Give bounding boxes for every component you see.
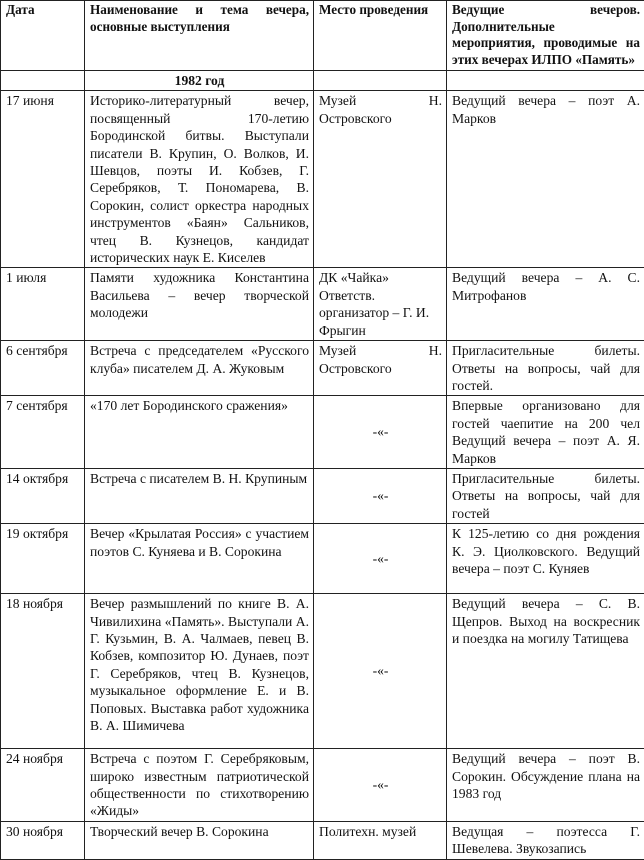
year-row xyxy=(1,71,644,91)
row-name: «170 лет Бородинского сражения» xyxy=(85,396,314,469)
table-row xyxy=(1,594,644,749)
row-date: 1 июля xyxy=(1,268,85,341)
header-name: Наименование и тема вечера, основные выступления xyxy=(85,1,314,71)
row-name: Вечер размышлений по книге В. А. Чивилихина «Память». Выступали А. Г. Кузьмин, В. А. Чалмаев, певец В. Кобзев, композитор Ю. Дунаев, поэт Г. Серебряков, чтец В. Кузнецов, музыкальное оформление Е. и В. Поповых. Выставка работ художника В. А. Шимичева xyxy=(85,594,314,749)
table-row xyxy=(1,749,644,822)
row-date: 30 ноября xyxy=(1,821,85,859)
row-date: 17 июня xyxy=(1,91,85,268)
table-row xyxy=(1,821,644,859)
row-notes: Ведущий вечера – С. В. Щепров. Выход на воскресник и поездка на могилу Татищева xyxy=(447,594,644,749)
row-date: 6 сентября xyxy=(1,341,85,396)
row-notes: Впервые организовано для гостей чаепитие на 200 чел Ведущий вечера – поэт А. Я. Марков xyxy=(447,396,644,469)
row-place-ditto: -«- xyxy=(314,396,447,469)
row-name: Историко-литературный вечер, посвященный 170-летию Бородинской битвы. Выступали писатели В. Крупин, О. Волков, И. Шевцов, поэты И. Кобзев, Г. Серебряков, Т. Пономарева, В. Сорокин, солист оркестра народных инструментов «Баян» Сальников, чтец В. Кузнецов, кандидат исторических наук Е. Киселев xyxy=(85,91,314,268)
row-notes: Ведущий вечера – поэт А. Марков xyxy=(447,91,644,268)
header-date: Дата xyxy=(1,1,85,71)
row-name: Вечер «Крылатая Россия» с участием поэтов С. Куняева и В. Сорокина xyxy=(85,524,314,594)
row-place-ditto: -«- xyxy=(314,749,447,822)
row-notes: Ведущий вечера – поэт В. Сорокин. Обсуждение плана на 1983 год xyxy=(447,749,644,822)
row-name: Встреча с писателем В. Н. Крупиным xyxy=(85,468,314,523)
table-row xyxy=(1,91,644,268)
row-name: Встреча с поэтом Г. Серебряковым, широко известным патриотической общественности по стихотворению «Жиды» xyxy=(85,749,314,822)
header-place: Место проведения xyxy=(314,1,447,71)
row-place: ДК «Чайка» Ответств. организатор – Г. И. Фрыгин xyxy=(314,268,447,341)
row-notes: Ведущий вечера – А. С. Митрофанов xyxy=(447,268,644,341)
row-name: Творческий вечер В. Сорокина xyxy=(85,821,314,859)
row-place-ditto: -«- xyxy=(314,468,447,523)
row-date: 19 октября xyxy=(1,524,85,594)
row-place-ditto: -«- xyxy=(314,594,447,749)
row-date: 7 сентября xyxy=(1,396,85,469)
row-place: Музей Н. Островского xyxy=(314,341,447,396)
row-notes: Пригласительные билеты. Ответы на вопросы, чай для гостей. xyxy=(447,341,644,396)
row-date: 14 октября xyxy=(1,468,85,523)
table-row xyxy=(1,524,644,594)
table-row xyxy=(1,268,644,341)
row-date: 18 ноября xyxy=(1,594,85,749)
year-label: 1982 год xyxy=(85,71,314,91)
row-notes: К 125-летию со дня рождения К. Э. Циолковского. Ведущий вечера – поэт С. Куняев xyxy=(447,524,644,594)
row-place-ditto: -«- xyxy=(314,524,447,594)
table-row xyxy=(1,468,644,523)
row-notes: Пригласительные билеты. Ответы на вопросы, чай для гостей xyxy=(447,468,644,523)
table-row xyxy=(1,341,644,396)
row-place: Музей Н. Островского xyxy=(314,91,447,268)
row-place: Политехн. музей xyxy=(314,821,447,859)
row-date: 24 ноября xyxy=(1,749,85,822)
header-row xyxy=(1,1,644,71)
row-name: Памяти художника Константина Васильева – вечер творческой молодежи xyxy=(85,268,314,341)
table-row xyxy=(1,396,644,469)
row-notes: Ведущая – поэтесса Г. Шевелева. Звукозапись xyxy=(447,821,644,859)
header-notes: Ведущие вечеров. Дополнительные мероприятия, проводимые на этих вечерах ИЛПО «Память» xyxy=(447,1,644,71)
row-name: Встреча с председателем «Русского клуба» писателем Д. А. Жуковым xyxy=(85,341,314,396)
